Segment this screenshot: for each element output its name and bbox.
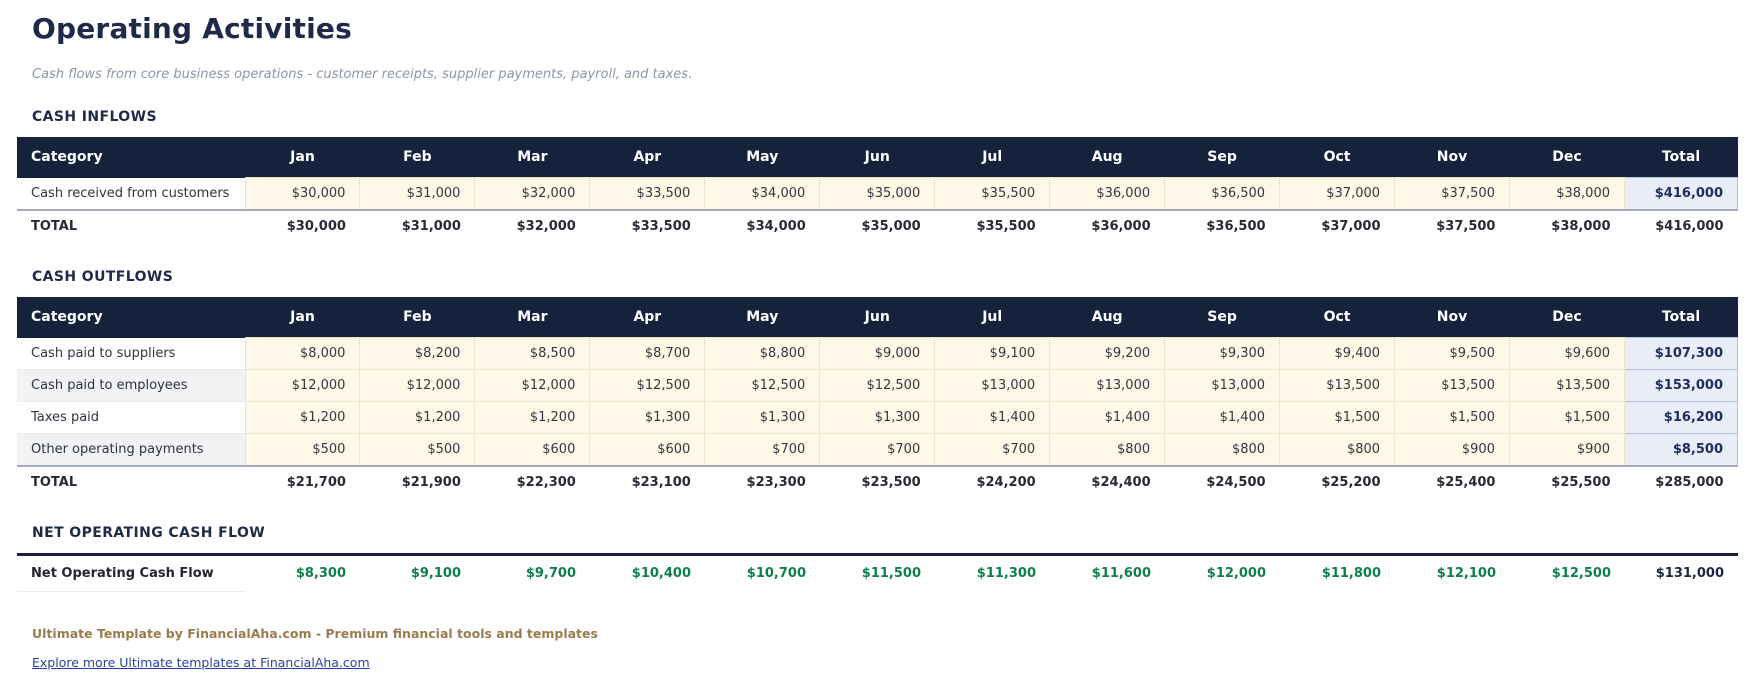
cash-outflows-heading: CASH OUTFLOWS [32,269,174,285]
value-cell: $12,500 [820,370,935,402]
month-column-header: Jul [935,137,1050,178]
value-cell: $900 [1509,434,1624,467]
value-cell: $11,800 [1280,555,1395,592]
value-cell: $600 [590,434,705,467]
value-cell: $11,300 [935,555,1050,592]
value-cell: $1,400 [1050,402,1165,434]
net-cash-flow-table-body [17,555,1738,592]
data-row [17,178,1738,211]
value-cell: $35,500 [935,178,1050,211]
value-cell: $8,800 [705,338,820,370]
total-value-cell: $35,500 [935,210,1050,242]
data-row [17,338,1738,370]
month-column-header: Oct [1280,297,1395,338]
value-cell: $1,300 [590,402,705,434]
value-cell: $9,600 [1509,338,1624,370]
cash-inflows-section [0,109,1758,242]
row-label-cell: Cash paid to suppliers [17,338,245,370]
total-value-cell: $32,000 [475,210,590,242]
value-cell: $37,500 [1395,178,1510,211]
value-cell: $13,500 [1280,370,1395,402]
row-label-cell: Cash paid to employees [17,370,245,402]
value-cell: $1,500 [1509,402,1624,434]
cash-inflows-table-head [17,137,1738,178]
month-column-header: Apr [590,137,705,178]
data-row [17,402,1738,434]
value-cell: $34,000 [705,178,820,211]
month-column-header: Jan [245,137,360,178]
value-cell: $600 [475,434,590,467]
value-cell: $1,500 [1395,402,1510,434]
value-cell: $33,500 [590,178,705,211]
total-value-cell: $37,000 [1280,210,1395,242]
value-cell: $500 [360,434,475,467]
value-cell: $12,000 [245,370,360,402]
category-column-header: Category [17,137,245,178]
net-cash-flow-heading: NET OPERATING CASH FLOW [32,525,266,541]
total-value-cell: $23,500 [820,466,935,498]
value-cell: $9,300 [1165,338,1280,370]
month-column-header: Jun [820,137,935,178]
net-cash-flow-section [0,525,1758,592]
month-column-header: Aug [1050,297,1165,338]
cash-outflows-table [17,297,1738,498]
cash-inflows-table-body [17,178,1738,243]
total-label-cell: TOTAL [17,466,245,498]
value-cell: $9,000 [820,338,935,370]
row-label-cell: Taxes paid [17,402,245,434]
month-column-header: May [705,297,820,338]
value-cell: $12,000 [360,370,475,402]
month-column-header: Dec [1509,297,1624,338]
value-cell: $8,700 [590,338,705,370]
total-column-header: Total [1625,137,1738,178]
month-column-header: Mar [475,297,590,338]
value-cell: $1,300 [820,402,935,434]
value-cell: $8,500 [475,338,590,370]
total-value-cell: $30,000 [245,210,360,242]
footer [32,626,1758,671]
total-value-cell: $38,000 [1509,210,1624,242]
month-column-header: Feb [360,137,475,178]
header-row [17,297,1738,338]
footer-branding-text: Ultimate Template by FinancialAha.com - Premium financial tools and templates [32,626,598,641]
total-value-cell: $36,500 [1165,210,1280,242]
data-row [17,370,1738,402]
value-cell: $13,500 [1395,370,1510,402]
value-cell: $35,000 [820,178,935,211]
page-title: Operating Activities [32,12,352,45]
cash-inflows-table [17,137,1738,242]
value-cell: $13,000 [1050,370,1165,402]
row-total-cell: $16,200 [1625,402,1738,434]
value-cell: $1,400 [935,402,1050,434]
month-column-header: Dec [1509,137,1624,178]
total-value-cell: $33,500 [590,210,705,242]
value-cell: $700 [820,434,935,467]
net-row [17,555,1738,592]
page [0,12,1758,697]
month-column-header: Aug [1050,137,1165,178]
value-cell: $9,700 [475,555,590,592]
total-value-cell: $34,000 [705,210,820,242]
value-cell: $12,500 [590,370,705,402]
value-cell: $12,000 [475,370,590,402]
total-value-cell: $25,500 [1509,466,1624,498]
total-value-cell: $22,300 [475,466,590,498]
value-cell: $700 [935,434,1050,467]
month-column-header: Mar [475,137,590,178]
grand-total-cell: $285,000 [1625,466,1738,498]
data-row [17,434,1738,467]
value-cell: $1,200 [245,402,360,434]
total-label-cell: TOTAL [17,210,245,242]
net-cash-flow-table [17,553,1738,592]
value-cell: $11,500 [820,555,935,592]
value-cell: $12,000 [1165,555,1280,592]
row-total-cell: $416,000 [1625,178,1738,211]
month-column-header: Nov [1395,297,1510,338]
total-value-cell: $31,000 [360,210,475,242]
value-cell: $12,500 [705,370,820,402]
header-row [17,137,1738,178]
value-cell: $37,000 [1280,178,1395,211]
row-label-cell: Other operating payments [17,434,245,467]
value-cell: $1,500 [1280,402,1395,434]
value-cell: $12,500 [1510,555,1625,592]
total-value-cell: $24,500 [1165,466,1280,498]
value-cell: $10,400 [590,555,705,592]
total-value-cell: $37,500 [1395,210,1510,242]
month-column-header: Jul [935,297,1050,338]
month-column-header: Sep [1165,297,1280,338]
value-cell: $900 [1395,434,1510,467]
value-cell: $800 [1280,434,1395,467]
month-column-header: Feb [360,297,475,338]
value-cell: $8,300 [245,555,360,592]
value-cell: $38,000 [1509,178,1624,211]
value-cell: $1,200 [475,402,590,434]
value-cell: $500 [245,434,360,467]
value-cell: $700 [705,434,820,467]
value-cell: $11,600 [1050,555,1165,592]
total-value-cell: $23,100 [590,466,705,498]
cash-outflows-section [0,269,1758,498]
value-cell: $30,000 [245,178,360,211]
total-row [17,210,1738,242]
month-column-header: Jan [245,297,360,338]
cash-outflows-table-body [17,338,1738,499]
value-cell: $9,100 [935,338,1050,370]
total-row [17,466,1738,498]
cash-outflows-table-head [17,297,1738,338]
value-cell: $800 [1050,434,1165,467]
row-total-cell: $8,500 [1625,434,1738,467]
value-cell: $9,500 [1395,338,1510,370]
month-column-header: Sep [1165,137,1280,178]
total-value-cell: $25,400 [1395,466,1510,498]
row-label-cell: Net Operating Cash Flow [17,555,245,592]
page-subtitle: Cash flows from core business operations - customer receipts, supplier payments, payroll, and taxes. [32,67,693,82]
total-value-cell: $21,700 [245,466,360,498]
value-cell: $12,100 [1395,555,1510,592]
category-column-header: Category [17,297,245,338]
value-cell: $36,500 [1165,178,1280,211]
value-cell: $9,200 [1050,338,1165,370]
financialaha-link[interactable]: Explore more Ultimate templates at FinancialAha.com [32,655,370,670]
total-column-header: Total [1625,297,1738,338]
total-value-cell: $24,400 [1050,466,1165,498]
value-cell: $800 [1165,434,1280,467]
row-total-cell: $107,300 [1625,338,1738,370]
month-column-header: Jun [820,297,935,338]
value-cell: $32,000 [475,178,590,211]
value-cell: $9,100 [360,555,475,592]
value-cell: $1,400 [1165,402,1280,434]
value-cell: $9,400 [1280,338,1395,370]
month-column-header: Nov [1395,137,1510,178]
total-value-cell: $36,000 [1050,210,1165,242]
month-column-header: May [705,137,820,178]
cash-inflows-heading: CASH INFLOWS [32,109,157,125]
month-column-header: Oct [1280,137,1395,178]
value-cell: $36,000 [1050,178,1165,211]
value-cell: $8,200 [360,338,475,370]
value-cell: $1,300 [705,402,820,434]
value-cell: $10,700 [705,555,820,592]
value-cell: $8,000 [245,338,360,370]
month-column-header: Apr [590,297,705,338]
total-value-cell: $21,900 [360,466,475,498]
total-value-cell: $23,300 [705,466,820,498]
value-cell: $1,200 [360,402,475,434]
total-value-cell: $35,000 [820,210,935,242]
total-value-cell: $24,200 [935,466,1050,498]
value-cell: $13,500 [1509,370,1624,402]
row-total-cell: $131,000 [1625,555,1738,592]
row-total-cell: $153,000 [1625,370,1738,402]
total-value-cell: $25,200 [1280,466,1395,498]
row-label-cell: Cash received from customers [17,178,245,211]
grand-total-cell: $416,000 [1625,210,1738,242]
value-cell: $31,000 [360,178,475,211]
value-cell: $13,000 [935,370,1050,402]
value-cell: $13,000 [1165,370,1280,402]
